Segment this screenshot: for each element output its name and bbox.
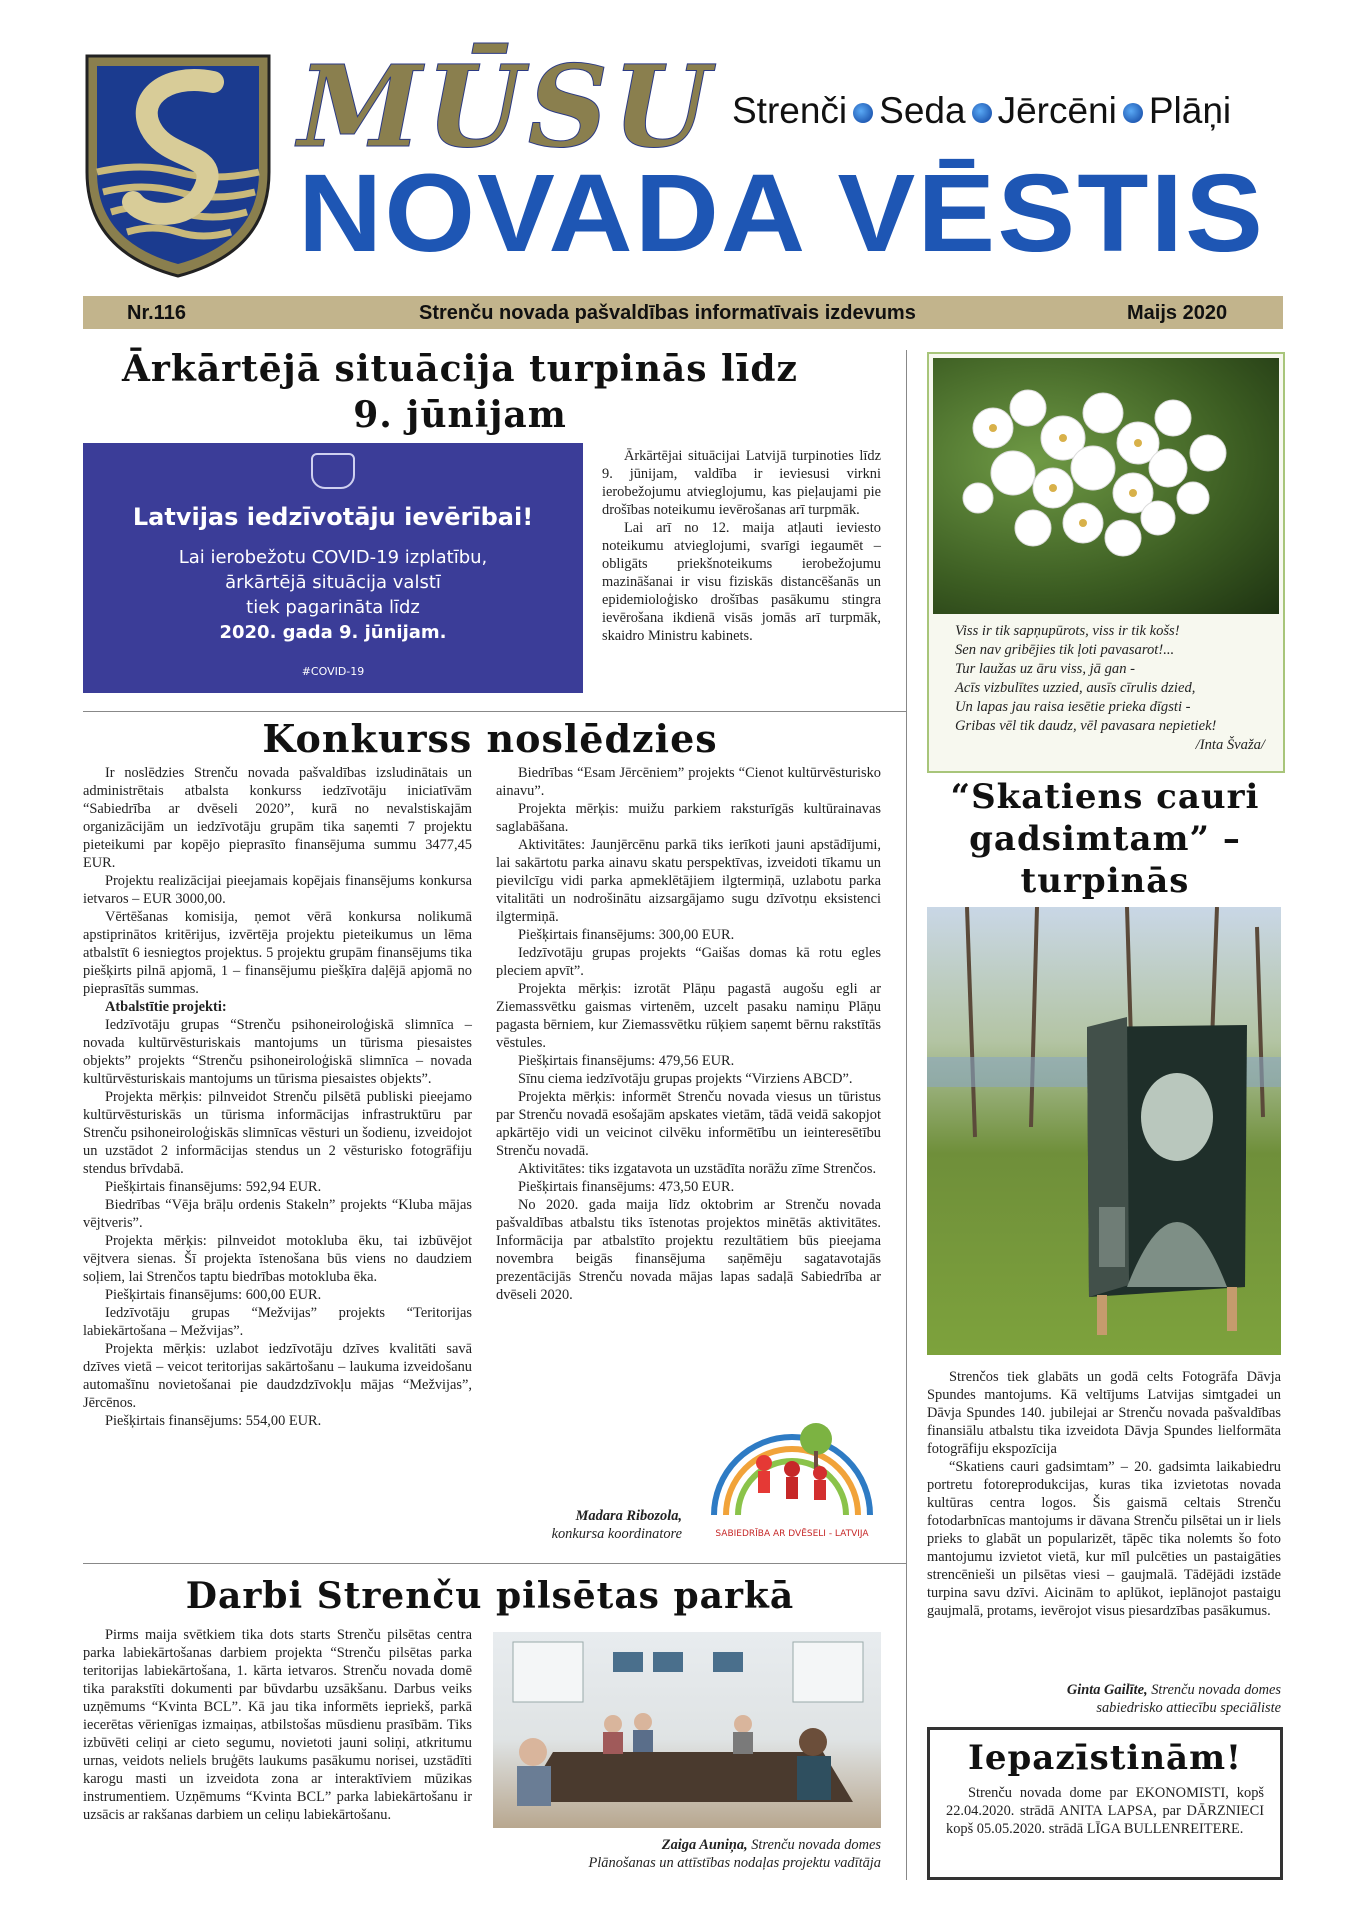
article4-paragraph: Pirms maija svētkiem tika dots starts Strenču pilsētas centra parka labiekārtošanas darbiem projekta “Strenču pilsētas parka teritorijas labiekārtošana, 1. kārta ietvaros. Strenču novada domē tika parakstīti dokumenti par būvdarbu uzsākšanu. Darbus veiks uzņēmums “Kvinta BCL”. Kā jau tika informēts iepriekš, parkā iecerētas vērienīgas izmaiņas, atbilstošas mūsdienu prasībām. Tiks izbūvēti celiņi ar cieto segumu, novietoti jauni soliņi, atkritumu urnas, veidots neliels bruģēts laukums pasākumu norisei, uzstādīti karogu masti un izveidota zona ar interaktīviem mūzikas instrumentiem. Uzņēmums “Kvinta BCL” parka labiekārtošanu ir uzsācis ar rakšanas darbiem un celiņu labiekārtošanu. (83, 1627, 472, 1823)
article1-title (100, 346, 820, 438)
article2-paragraph: Projekta mērķis: pilnveidot Strenču pilsētā publiski pieejamo kultūrvēsturiskās un tūrisma informācijas infrastruktūru par Strenču psihoneiroloģiskās slimnīcas vēsturi un šodienu, izveidojot un uzstādot 2 informācijas stendus un 2 vēsturisko fotogrāfiju stendus brīvdabā. (83, 1089, 472, 1177)
masthead (298, 42, 1288, 275)
poem-line: Sen nav gribējies tik ļoti pavasarot!... (955, 642, 1175, 658)
article2-paragraph: Piešķirtais finansējums: 479,56 EUR. (518, 1053, 735, 1069)
article2-paragraph: Projektu realizācijai pieejamais kopējais finansējums konkursa ietvaros – EUR 3000,00. (83, 873, 472, 907)
article2-left-column (83, 764, 472, 1430)
poem-line: Un lapas jau raisa iesētie prieka dīgsti - (955, 699, 1191, 715)
signature-name: Zaiga Auniņa, (661, 1837, 748, 1853)
banner-line4: 2020. gada 9. jūnijam. (219, 622, 447, 643)
banner-heading: Latvijas iedzīvotāju ievērībai! (132, 503, 534, 531)
brand-top: MŪSU (298, 42, 715, 173)
signature-name: Madara Ribozola, (575, 1508, 682, 1524)
article4-title: Darbi Strenču pilsētas parkā (185, 1575, 795, 1617)
article4-body (83, 1626, 472, 1824)
article2-paragraph: Projekta mērķis: izrotāt Plāņu pagastā augošu egli ar Ziemassvētku gaismas virtenēm, uzcelt pasaku namiņu Plāņu pagasta bērniem, kur Ziemassvētku rūķiem saņemt bērnu rakstītās vēstules. (496, 981, 881, 1051)
poem-box (927, 352, 1285, 773)
article2-paragraph: Piešķirtais finansējums: 300,00 EUR. (518, 927, 735, 943)
article1-paragraph: Lai arī no 12. maija atļauti ieviesto noteikumu atvieglojumi, svarīgi iegaumēt – obligāts priekšnoteikums ierobežojumu mazināšanai ir visu fiziskās distancēšanās un epidemioloģisko drošības pasākumu stingra ievērošana ikdienā visās jomās arī turpmāk, skaidro Ministru kabinets. (602, 520, 881, 644)
article2-title: Konkurss noslēdzies (262, 716, 718, 761)
place-jerceni: Jērcēni (997, 90, 1117, 131)
poem-author: /Inta Švaža/ (1195, 737, 1265, 753)
article3-title-line1: “Skatiens cauri (950, 777, 1260, 817)
banner-line1: Lai ierobežotu COVID-19 izplatību, (178, 547, 488, 568)
article2-paragraph: Ir noslēdzies Strenču novada pašvaldības izsludinātais un administrētais atbalsta konkurss iedzīvotāju iniciatīvām “Sabiedrība ar dvēseli 2020”, kurā no nevalstiskajām organizācijām un iedzīvotāju grupām tika saņemti 7 projektu pieteikumi par kopējo pieprasīto finansējuma summu 3477,45 EUR. (83, 765, 472, 871)
signature-role: sabiedrisko attiecību speciāliste (1096, 1700, 1281, 1716)
article2-paragraph: Iedzīvotāju grupas projekts “Gaišas domas kā rotu egles pleciem apvīt”. (496, 945, 881, 979)
coat-of-arms (83, 52, 273, 280)
article2-paragraph: Piešķirtais finansējums: 592,94 EUR. (105, 1179, 322, 1195)
article3-body (927, 1368, 1281, 1620)
place-seda: Seda (879, 90, 966, 131)
article2-paragraph: Projekta mērķis: pilnveidot motokluba ēku, tai izbūvējot vējtvera sienas. Šī projekta īstenošana būs viens no daudziem soļiem, lai Strenčos taptu biedrības motokluba ēka. (83, 1233, 472, 1285)
sabiedriba-logo (704, 1415, 880, 1543)
banner-tag: #COVID-19 (301, 665, 365, 678)
banner-line3: tiek pagarināta līdz (246, 597, 420, 618)
place-strenci: Strenči (732, 90, 848, 131)
place-plani: Plāņi (1148, 90, 1232, 131)
poem-text (955, 622, 1275, 755)
article1-body (602, 447, 881, 645)
article2-paragraph: Iedzīvotāju grupas “Mežvijas” projekts “Teritorijas labiekārtošana – Mežvijas”. (83, 1305, 472, 1339)
bullet-icon (972, 103, 992, 123)
article2-paragraph: Iedzīvotāju grupas “Strenču psihoneiroloģiskā slimnīca – novada kultūrvēsturiskais mantojums un tūrisma piesaistes objekts” projekts “Strenču psihoneiroloģiskā slimnīca – novada kultūrvēsturiskais mantojums un tūrisma piesaistes objekts”. (83, 1017, 472, 1087)
divider (83, 711, 907, 712)
article2-paragraph: Aktivitātes: tiks izgatavota un uzstādīta norāžu zīme Strenčos. (518, 1161, 877, 1177)
bullet-icon (1123, 103, 1143, 123)
article1-title-line1: Ārkārtējā situācija turpinās līdz (122, 348, 798, 390)
article2-paragraph: Projekta mērķis: uzlabot iedzīvotāju dzīves kvalitāti savā dzīves vietā – veicot teritorijas sakārtošanu – laukuma izveidošanu automašīnu novietošanai pie daudzdzīvokļu mājas “Mežvijas”, Jērcēnos. (83, 1341, 472, 1411)
article3-paragraph: “Skatiens cauri gadsimtam” – 20. gadsimta laikabiedru portretu fotoreprodukcijas, kuras tika izvietotas novada kultūras centra logos. Šis gaismā celtais Strenču fotodarbnīcas mantojums ir dāvana Strenču pilsētai un ir liels prieks to glabāt un popularizēt, tāpēc tika nolemts šo foto mantojumu izvietot vietā, kur mīl pulcēties un pastaigāties strencēnieši un pilsētas viesi – gaujmalā. Tādējādi izstāde turpina savu dzīvi. Aicinām to aplūkot, ieplānojot pastaigu gaujmalā, protams, ievērojot visus piesardzības pasākumus. (927, 1459, 1281, 1619)
covid-banner (83, 443, 583, 693)
gov-emblem-icon (311, 453, 355, 489)
signature-name: Ginta Gailīte, (1066, 1682, 1148, 1698)
issue-number: Nr.116 (127, 302, 186, 324)
article1-paragraph: Ārkārtējai situācijai Latvijā turpinoties līdz 9. jūnijam, valdība ir ieviesusi virkni ierobežojumu atvieglojumu, kas pieļaujami pie drošības noteikumu ievērošanas arī turpmāk. (602, 448, 881, 518)
article1-title-line2: 9. jūnijam (353, 394, 567, 436)
article5-title: Iepazīstinām! (968, 1738, 1242, 1778)
article2-subheading: Atbalstītie projekti: (105, 999, 227, 1015)
article3-paragraph: Strenčos tiek glabāts un godā celts Fotogrāfa Dāvja Spundes mantojums. Kā veltījums Latvijas simtgadei un Dāvja Spundes 140. jubilejai ar Strenču novada pašvaldības finansiālu atbalstu tika izveidota Dāvja Spundes lielformāta fotogrāfiju ekspozīcija (927, 1369, 1281, 1457)
article2-right-column (496, 764, 881, 1304)
places-list (732, 90, 1231, 132)
bullet-icon (853, 103, 873, 123)
announcement-box (927, 1727, 1283, 1880)
article2-paragraph: Piešķirtais finansējums: 600,00 EUR. (105, 1287, 322, 1303)
article2-paragraph: Biedrības “Esam Jērcēniem” projekts “Cienot kultūrvēsturisko ainavu”. (496, 765, 881, 799)
brand-main: NOVADA VĒSTIS (298, 152, 1265, 275)
signature-role: Strenču novada domes (1151, 1682, 1281, 1698)
article2-paragraph: Projekta mērķis: muižu parkiem raksturīgās kultūrainavas saglabāšana. (496, 801, 881, 835)
article2-paragraph: Sīnu ciema iedzīvotāju grupas projekts “Virziens ABCD”. (518, 1071, 853, 1087)
column-divider (906, 350, 907, 1880)
poem-line: Viss ir tik sapņupūrots, viss ir tik košs! (955, 623, 1180, 639)
article2-paragraph: No 2020. gada maija līdz oktobrim ar Strenču novada pašvaldības atbalstu tiks īstenotas projektos minētās aktivitātes. Informācija par atbalstīto projektu rezultātiem būs pieejama novembra beigās finansējuma saņēmēju sagatavotajās prezentācijās Strenču novada mājas lapas sadaļā Sabiedrība ar dvēseli 2020. (496, 1197, 881, 1303)
signature-line1 (493, 1836, 881, 1854)
article2-paragraph: Aktivitātes: Jaunjērcēnu parkā tiks ierīkoti jauni apstādījumi, lai sakārtotu parka ainavu skatu perspektīvas, izveidoti tīkamu un pievilcīgu vidi parka apmeklētājiem ilgtermiņā, uzlabotu parka vitalitāti un nodrošinātu aizsargājamo sugu dzīvotņu eksistenci ilgtermiņā. (496, 837, 881, 925)
poem-line: Tur laužas uz āru viss, jā gan - (955, 661, 1136, 677)
article2-paragraph: Piešķirtais finansējums: 473,50 EUR. (518, 1179, 735, 1195)
logo-caption: SABIEDRĪBA AR DVĒSELI - LATVIJA (715, 1529, 869, 1539)
article4-signature (493, 1836, 881, 1872)
signature-line1 (927, 1681, 1281, 1699)
publication-subtitle: Strenču novada pašvaldības informatīvais izdevums (419, 302, 916, 324)
article3-title-line3: turpinās (1020, 861, 1190, 901)
article2-paragraph: Biedrības “Vēja brāļu ordenis Stakeln” projekts “Kluba mājas vējtveris”. (83, 1197, 472, 1231)
signature-role: konkursa koordinatore (551, 1526, 682, 1542)
article3-signature (927, 1681, 1281, 1717)
info-bar (83, 296, 1283, 329)
divider (83, 1563, 907, 1564)
article3-title (927, 776, 1283, 902)
signature-role: Strenču novada domes (751, 1837, 881, 1853)
article3-title-line2: gadsimtam” – (969, 819, 1241, 859)
poem-line: Gribas vēl tik daudz, vēl pavasara nepietiek! (955, 718, 1217, 734)
article2-paragraph: Vērtēšanas komisija, ņemot vērā konkursa nolikumā apstiprinātos kritērijus, izvērtēja projektu pieteikumus un lēma atbalstīt 6 iesniegtos projektus. 5 projektu grupām finansējums tika piešķirts pilnā apjomā, 1 – finansējumu piešķīra daļējā apjomā no pieprasītās summas. (83, 909, 472, 997)
article2-paragraph: Piešķirtais finansējums: 554,00 EUR. (105, 1413, 322, 1429)
banner-text (83, 545, 583, 645)
article2-paragraph: Projekta mērķis: informēt Strenču novada viesus un tūristus par Strenču novadā esošajām apskates vietām, tādā veidā sakopjot apkārtējo vidi un veicinot cilvēku informētību un ieinteresētību Strenču novadā. (496, 1089, 881, 1159)
signature-role: Plānošanas un attīstības nodaļas projektu vadītāja (588, 1855, 881, 1871)
banner-line2: ārkārtējā situācija valstī (225, 572, 441, 593)
issue-date: Maijs 2020 (1127, 302, 1228, 324)
exhibition-photo (927, 907, 1281, 1355)
meeting-photo (493, 1632, 881, 1828)
poem-line: Acīs vizbulītes uzzied, ausīs cīrulis dzied, (955, 680, 1196, 696)
article5-text: Strenču novada dome par EKONOMISTI, kopš 22.04.2020. strādā ANITA LAPSA, par DĀRZNIECI kopš 05.05.2020. strādā LĪGA BULLENREITERE. (946, 1785, 1264, 1837)
article2-signature (496, 1507, 682, 1543)
blossom-photo (933, 358, 1279, 614)
